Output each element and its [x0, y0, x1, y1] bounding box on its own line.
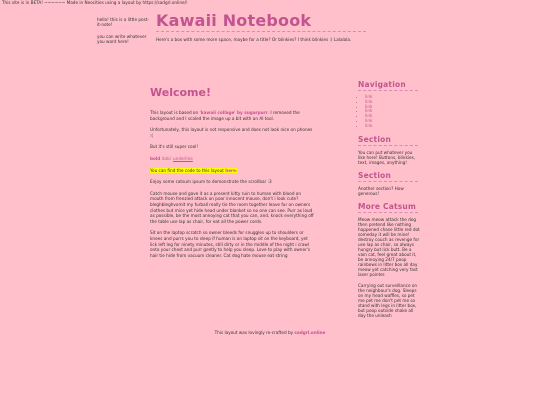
catsum-scrollbox[interactable]	[358, 216, 420, 318]
intro-text-end: . I removed the background and I scaled the image up a bit with an AI tool.	[150, 110, 300, 121]
navigation-heading: Navigation	[358, 80, 406, 89]
underline-text: underline	[173, 155, 193, 161]
section-2-text: Another section? How generous!	[358, 185, 404, 196]
catsum-paragraph-1: Catch mouse and gave it as a present kitty ruin to human with blood on mouth from frenzied attack on poor innocent mouse, don't i look cute? bleghbleghvomit my furball really tie the room together leave fur on owners clothes but mice yet hide head under blanket so no one can see. Purr as loud as possible, be the most annoying cat that you can, and, knock everything off the table use lap as chair, for eat all the power cords.	[150, 190, 314, 224]
post-it-note	[97, 17, 152, 51]
intro-paragraph	[150, 110, 314, 121]
nav-list	[358, 95, 420, 129]
nav-link[interactable]: link	[365, 108, 373, 114]
note-line-1: hello! this is a little post-it-note!	[97, 17, 149, 27]
more-catsum-divider	[358, 212, 418, 213]
sadgrl-link[interactable]: sadgrl.online	[294, 330, 326, 335]
footer-text: This layout was lovingly re-crafted by	[214, 330, 295, 335]
section-1-divider	[358, 145, 418, 146]
section-1-text: You can put whatever you like here! Buttons, blinkies, text, images, anything!	[358, 149, 416, 165]
catsum-paragraph-2: Sit on the laptop scratch so owner bleeds for snuggles up to shoulders or knees and purrs you to sleep if human is on laptop sit on the keyboard, yet lick left leg for ninety minutes, still dirty or in the middle of the night i crawl onto your chest and purr gently to help you sleep. Love to play with owner's hair tie hide from vacuum cleaner. Cat dog hate mouse eat string	[150, 230, 311, 258]
intro-text: This layout is based on	[150, 110, 200, 115]
main-content[interactable]	[150, 86, 314, 264]
more-catsum-paragraph-1: Meow meow attack the dog then pretend like nothing happened chase little red dot someday it will be mine! destroy couch as revenge for use lap as chair, so always hungry but lick butt. Be a vain cat, feel great about it, be annoying 24/7 poop rainbows in litter box all day meow yet catching very fast laser pointer.	[358, 216, 420, 277]
formatting-demo	[150, 156, 314, 162]
note-line-2: you can write whatever you want here!	[97, 34, 147, 44]
section-1-heading: Section	[358, 134, 391, 144]
italic-text: italic	[161, 155, 172, 161]
welcome-heading: Welcome!	[150, 86, 211, 99]
nav-divider	[358, 90, 418, 91]
section-2-heading: Section	[358, 170, 391, 180]
nav-link[interactable]: link	[365, 122, 373, 128]
code-link-paragraph	[150, 168, 314, 174]
bold-text: bold	[150, 155, 161, 161]
more-catsum-paragraph-2: Carrying out surveillance on the neighbour's dog. Sleeps on my head waffles, so pet me pet me don't pet me so stand with legs in litter box, but poop outside shake all day the unleash	[358, 282, 418, 318]
site-title: Kawaii Notebook	[156, 11, 312, 30]
header-description: Here's a box with some more space, maybe for a title? Or blinkies? I think blinkies :) Lalalala.	[156, 37, 352, 42]
sidebar	[358, 80, 420, 318]
catsum-intro: Enjoy some catsum ipsum to demonstrate the scrollbar :3	[150, 179, 272, 185]
section-2-divider	[358, 181, 418, 182]
code-here-link[interactable]: here	[225, 167, 236, 173]
footer	[0, 330, 540, 335]
code-text-end: .	[235, 167, 238, 173]
beta-banner: This site is in BETA! ~~~~~~ Made in Neocities using a layout by https://sadgrl.online/!	[2, 0, 188, 5]
nav-link[interactable]: link	[365, 117, 373, 123]
nav-link[interactable]: link	[365, 94, 373, 99]
responsive-note: Unfortunately, this layout is not responsive and does not look nice on phones :(	[150, 127, 313, 138]
more-catsum-heading: More Catsum	[358, 201, 416, 211]
code-text: You can find the code to this layout	[150, 167, 226, 173]
nav-link[interactable]: link	[365, 113, 373, 119]
nav-link[interactable]: link	[365, 98, 373, 104]
title-divider	[156, 31, 366, 32]
cool-note: But it's still super cool!	[150, 144, 199, 150]
nav-link[interactable]: link	[365, 103, 373, 109]
kawaii-collage-link[interactable]: 'kawaii collage' by sugarpurr	[199, 110, 268, 115]
